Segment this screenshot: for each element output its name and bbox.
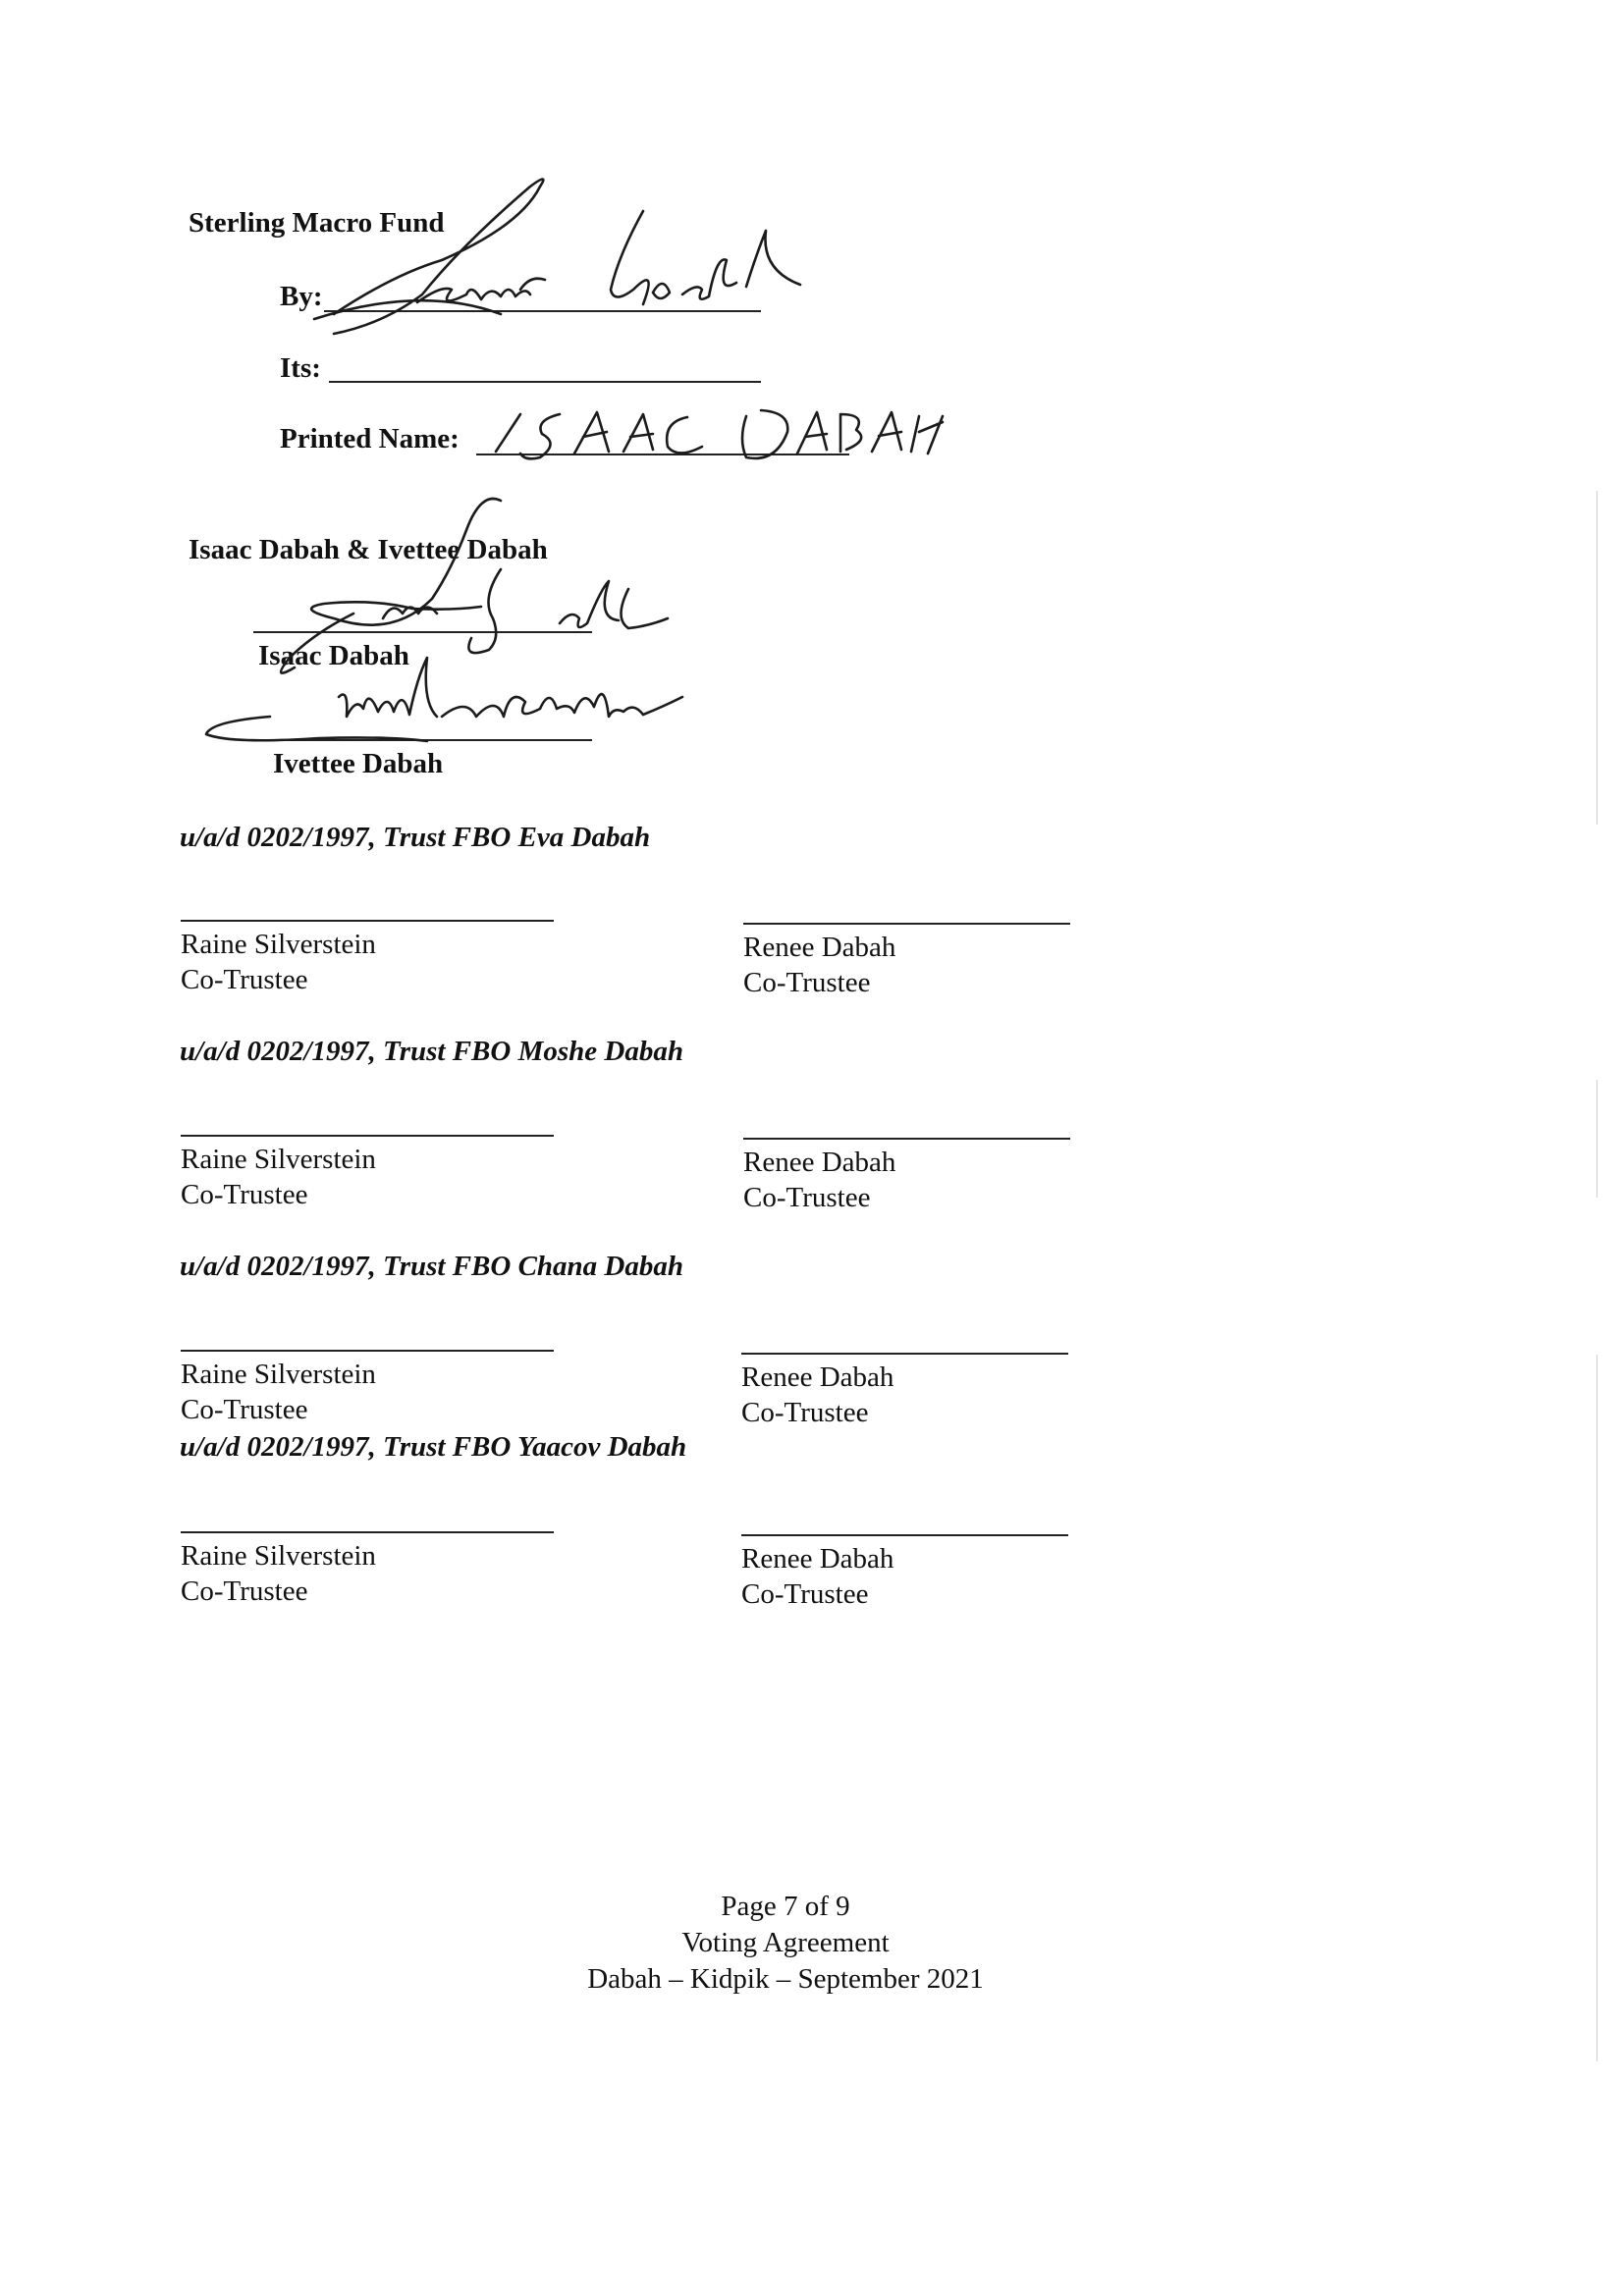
its-signature-line bbox=[329, 381, 761, 383]
isaac-signer-name: Isaac Dabah bbox=[258, 640, 409, 671]
trust-moshe-right-signature-line bbox=[743, 1138, 1070, 1140]
trust-yaacov-left-name: Raine Silverstein bbox=[181, 1540, 376, 1572]
trust-title-chana: u/a/d 0202/1997, Trust FBO Chana Dabah bbox=[180, 1251, 683, 1282]
trust-eva-left-name: Raine Silverstein bbox=[181, 929, 376, 960]
trust-title-eva: u/a/d 0202/1997, Trust FBO Eva Dabah bbox=[180, 822, 651, 853]
trust-chana-left-name: Raine Silverstein bbox=[181, 1359, 376, 1390]
printed-name-label: Printed Name: bbox=[280, 423, 460, 454]
trust-moshe-right-name: Renee Dabah bbox=[743, 1147, 896, 1178]
trust-eva-right-name: Renee Dabah bbox=[743, 932, 896, 963]
trust-yaacov-left-signature-line bbox=[181, 1531, 554, 1533]
ivettee-signer-name: Ivettee Dabah bbox=[273, 748, 444, 779]
trust-yaacov-right-role: Co-Trustee bbox=[741, 1578, 869, 1610]
by-label: By: bbox=[280, 281, 323, 312]
trust-eva-left-signature-line bbox=[181, 920, 554, 922]
trust-title-moshe: u/a/d 0202/1997, Trust FBO Moshe Dabah bbox=[180, 1036, 683, 1067]
trust-eva-right-role: Co-Trustee bbox=[743, 967, 871, 998]
ivettee-signature bbox=[191, 648, 722, 785]
individual-entity-name: Isaac Dabah & Ivettee Dabah bbox=[189, 534, 548, 565]
fund-entity-name: Sterling Macro Fund bbox=[189, 207, 445, 239]
trust-eva-left-role: Co-Trustee bbox=[181, 964, 308, 995]
trust-moshe-left-name: Raine Silverstein bbox=[181, 1144, 376, 1175]
handwritten-printed-name bbox=[481, 393, 933, 471]
trust-eva-right-signature-line bbox=[743, 923, 1070, 925]
footer-doc-title: Voting Agreement bbox=[681, 1927, 890, 1958]
trust-yaacov-right-name: Renee Dabah bbox=[741, 1543, 894, 1575]
trust-yaacov-left-role: Co-Trustee bbox=[181, 1575, 308, 1607]
footer-page-number: Page 7 of 9 bbox=[721, 1891, 850, 1922]
trust-moshe-left-role: Co-Trustee bbox=[181, 1179, 308, 1210]
trust-yaacov-right-signature-line bbox=[741, 1534, 1068, 1536]
trust-chana-right-signature-line bbox=[741, 1353, 1068, 1355]
trust-chana-left-role: Co-Trustee bbox=[181, 1394, 308, 1425]
trust-chana-right-role: Co-Trustee bbox=[741, 1397, 869, 1428]
trust-title-yaacov: u/a/d 0202/1997, Trust FBO Yaacov Dabah bbox=[180, 1431, 687, 1463]
fund-signature bbox=[304, 167, 815, 344]
trust-chana-right-name: Renee Dabah bbox=[741, 1362, 894, 1393]
footer-doc-ref: Dabah – Kidpik – September 2021 bbox=[587, 1963, 984, 1995]
trust-moshe-right-role: Co-Trustee bbox=[743, 1182, 871, 1213]
its-label: Its: bbox=[280, 352, 321, 384]
trust-chana-left-signature-line bbox=[181, 1350, 554, 1352]
trust-moshe-left-signature-line bbox=[181, 1135, 554, 1137]
